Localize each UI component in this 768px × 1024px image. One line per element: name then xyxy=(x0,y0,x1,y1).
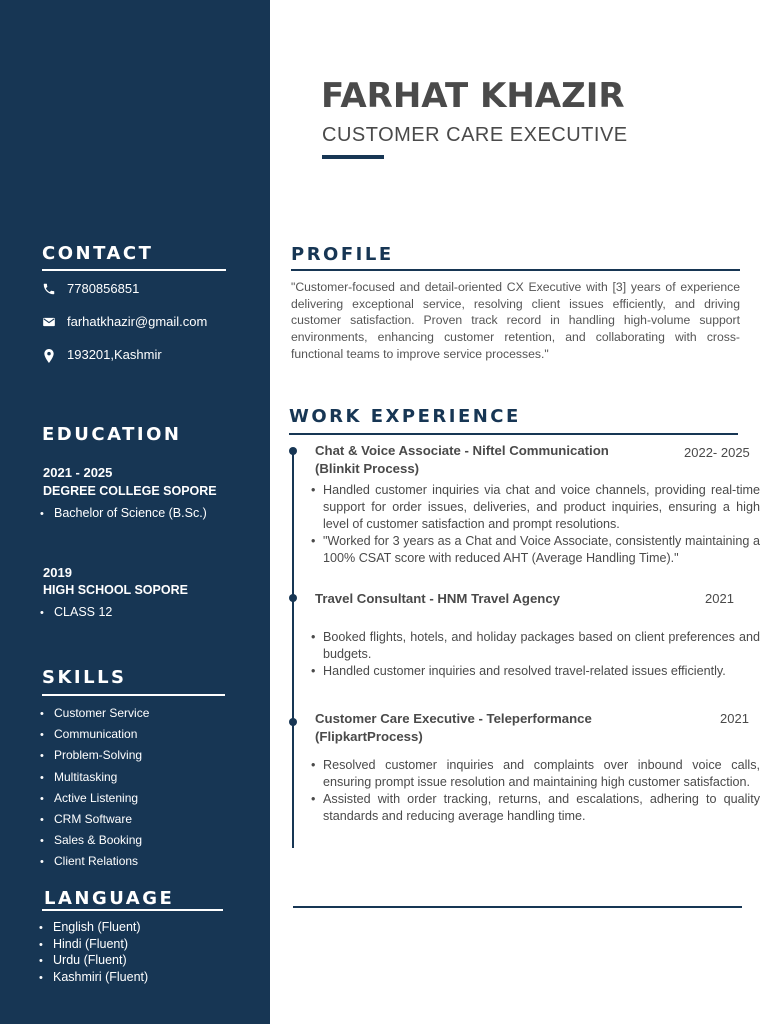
bottom-divider xyxy=(293,906,742,908)
job-date: 2021 xyxy=(720,711,749,726)
language-list xyxy=(39,919,148,985)
timeline-dot xyxy=(289,447,297,455)
skill-item: • Communication xyxy=(40,724,149,745)
education-school: DEGREE COLLEGE SOPORE xyxy=(43,484,217,498)
job-title-headline: CUSTOMER CARE EXECUTIVE xyxy=(322,124,628,146)
education-school: HIGH SCHOOL SOPORE xyxy=(43,583,188,597)
location-pin-icon xyxy=(42,348,56,362)
language-item: • Hindi (Fluent) xyxy=(39,936,148,953)
job-date: 2021 xyxy=(705,591,734,606)
job-title: Travel Consultant - HNM Travel Agency xyxy=(315,591,561,606)
skills-heading: SKILLS xyxy=(42,667,127,688)
job-title: Customer Care Executive - Teleperformance (FlipkartProcess) xyxy=(315,711,592,744)
contact-divider xyxy=(42,269,226,271)
job-bullets xyxy=(308,482,760,567)
contact-phone xyxy=(42,281,139,296)
candidate-name: FARHAT KHAZIR xyxy=(321,76,625,116)
email-address[interactable]: farhatkhazir@gmail.com xyxy=(67,314,208,329)
education-year: 2019 xyxy=(43,565,72,580)
language-heading: LANGUAGE xyxy=(44,888,175,909)
mail-icon xyxy=(42,315,56,329)
job-bullets xyxy=(308,629,760,680)
job-bullet: • Booked flights, hotels, and holiday packages based on client preferences and budgets. xyxy=(308,629,760,663)
skill-item: • Customer Service xyxy=(40,703,149,724)
job-date: 2022- 2025 xyxy=(684,445,750,460)
sidebar xyxy=(0,0,270,1024)
language-divider xyxy=(42,909,223,911)
skill-item: • Sales & Booking xyxy=(40,830,149,851)
contact-heading: CONTACT xyxy=(42,243,154,264)
skill-item: • Problem-Solving xyxy=(40,745,149,766)
timeline-line xyxy=(292,452,294,848)
skills-divider xyxy=(42,694,225,696)
work-experience-heading: WORK EXPERIENCE xyxy=(289,406,521,427)
education-detail: • Bachelor of Science (B.Sc.) xyxy=(40,506,207,520)
education-year: 2021 - 2025 xyxy=(43,465,113,480)
contact-location xyxy=(42,347,162,362)
language-item: • Urdu (Fluent) xyxy=(39,952,148,969)
job-bullet: • Handled customer inquiries and resolved travel-related issues efficiently. xyxy=(308,663,760,680)
contact-email xyxy=(42,314,207,329)
phone-number[interactable]: 7780856851 xyxy=(67,281,140,296)
work-experience-divider xyxy=(289,433,738,435)
skills-list xyxy=(40,703,149,873)
location-text: 193201,Kashmir xyxy=(67,347,162,362)
skill-item: • Client Relations xyxy=(40,851,149,872)
skill-item: • CRM Software xyxy=(40,809,149,830)
skill-item: • Multitasking xyxy=(40,767,149,788)
job-title: Chat & Voice Associate - Niftel Communication (Blinkit Process) xyxy=(315,443,609,476)
job-bullet: • "Worked for 3 years as a Chat and Voice Associate, consistently maintaining a 100% CSAT score with reduced AHT (Average Handling Time)." xyxy=(308,533,760,567)
phone-icon xyxy=(42,282,56,296)
job-bullet: • Assisted with order tracking, returns, and escalations, adhering to quality standards and reducing average handling time. xyxy=(308,791,760,825)
profile-divider xyxy=(291,269,740,271)
education-detail: • CLASS 12 xyxy=(40,605,112,619)
skill-item: • Active Listening xyxy=(40,788,149,809)
education-heading: EDUCATION xyxy=(42,424,182,445)
job-bullet: • Handled customer inquiries via chat and voice channels, providing real-time support for order issues, deliveries, and product inquiries, ensuring a high level of customer satisfaction and prompt resolutions. xyxy=(308,482,760,533)
profile-summary: "Customer-focused and detail-oriented CX Executive with [3] years of experience delivering exceptional service, resolving client issues efficiently, and driving customer satisfaction. Proven track record in handling high-volume support environments, enhancing customer retention, and collaborating with cross-functional teams to improve service processes." xyxy=(291,280,740,361)
timeline-dot xyxy=(289,718,297,726)
profile-heading: PROFILE xyxy=(291,244,394,265)
language-item: • Kashmiri (Fluent) xyxy=(39,969,148,986)
job-bullets xyxy=(308,757,760,825)
job-bullet: • Resolved customer inquiries and complaints over inbound voice calls, ensuring prompt issue resolution and maintaining high customer satisfaction. xyxy=(308,757,760,791)
language-item: • English (Fluent) xyxy=(39,919,148,936)
timeline-dot xyxy=(289,594,297,602)
title-underline xyxy=(322,155,384,159)
